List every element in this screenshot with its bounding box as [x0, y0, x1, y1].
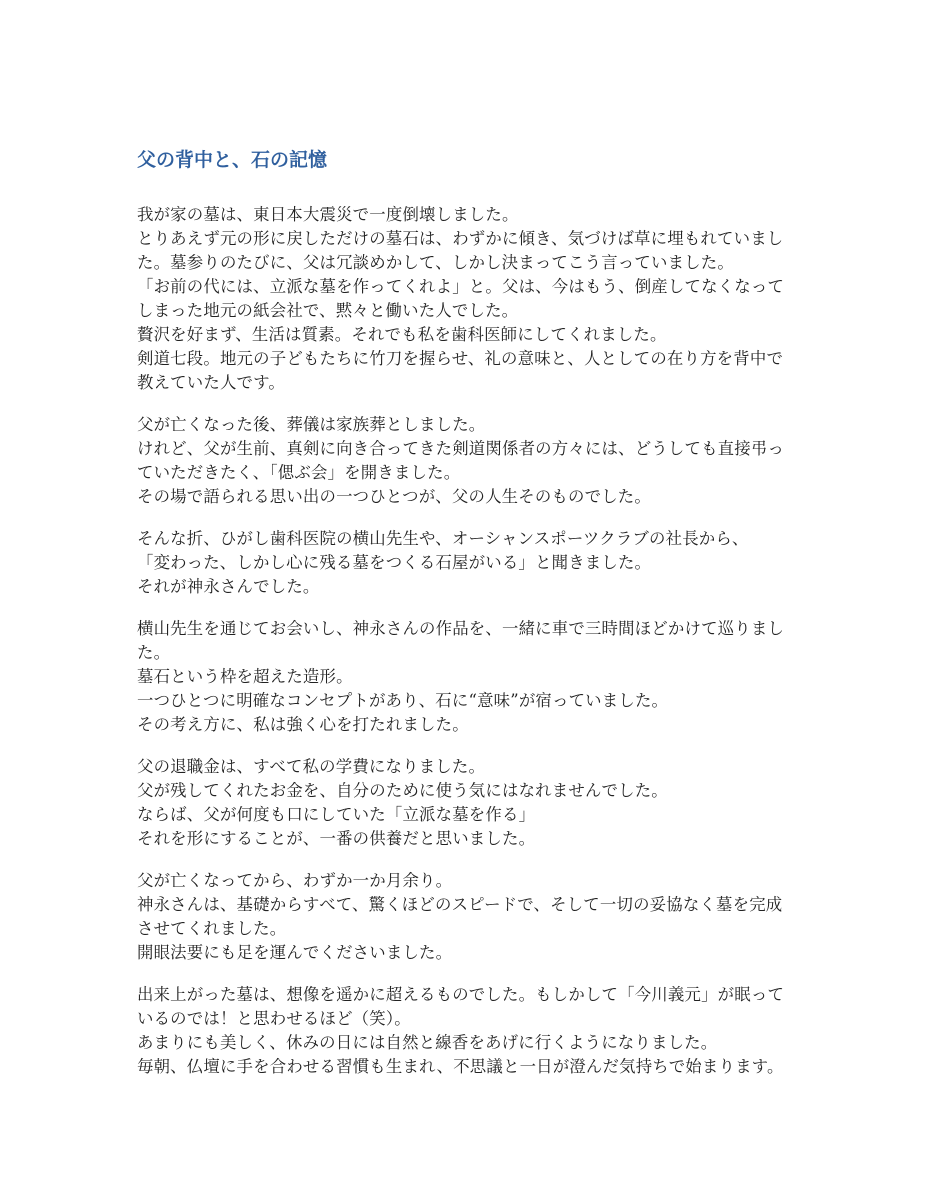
paragraph [137, 869, 797, 965]
text-line: その考え方に、私は強く心を打たれました。 [137, 715, 469, 734]
text-line: 一つひとつに明確なコンセプトがあり、石に“意味”が宿っていました。 [137, 691, 669, 710]
text-line: 墓石という枠を超えた造形。 [137, 667, 353, 686]
text-line: 父の退職金は、すべて私の学費になりました。 [137, 757, 486, 776]
text-line: ならば、父が何度も口にしていた「立派な墓を作る」 [137, 805, 536, 824]
text-line: 父が亡くなってから、わずか一か月余り。 [137, 871, 453, 890]
text-line: 父が残してくれたお金を、自分のために使う気にはなれませんでした。 [137, 781, 668, 800]
text-line: 開眼法要にも足を運んでくださいました。 [137, 943, 453, 962]
paragraph [137, 617, 797, 737]
text-line: 横山先生を通じてお会いし、神永さんの作品を、一緒に車で三時間ほどかけて巡りまし [137, 619, 785, 638]
text-line: 「変わった、しかし心に残る墓をつくる石屋がいる」と聞きました。 [137, 553, 652, 572]
text-line: 剣道七段。地元の子どもたちに竹刀を握らせ、礼の意味と、人としての在り方を背中で [137, 349, 784, 368]
text-line: 父が亡くなった後、葬儀は家族葬としました。 [137, 415, 486, 434]
text-line: させてくれました。 [137, 919, 287, 938]
paragraph [137, 755, 797, 851]
text-line: 毎朝、仏壇に手を合わせる習慣も生まれ、不思議と一日が澄んだ気持ちで始まります。 [137, 1057, 784, 1076]
document-body [137, 203, 797, 1079]
paragraph [137, 413, 797, 509]
text-line: けれど、父が生前、真剣に向き合ってきた剣道関係者の方々には、どうしても直接弔っ [137, 439, 785, 458]
paragraph [137, 203, 797, 395]
text-line: とりあえず元の形に戻しただけの墓石は、わずかに傾き、気づけば草に埋もれていまし [137, 229, 784, 248]
text-line: 贅沢を好まず、生活は質素。それでも私を歯科医師にしてくれました。 [137, 325, 667, 344]
text-line: た。墓参りのたびに、父は冗談めかして、しかし決まってこう言っていました。 [137, 253, 734, 272]
text-line: 教えていた人です。 [137, 373, 286, 392]
text-line: ていただきたく、「偲ぶ会」を開きました。 [137, 463, 461, 482]
text-line: 我が家の墓は、東日本大震災で一度倒壊しました。 [137, 205, 519, 224]
text-line: それが神永さんでした。 [137, 577, 320, 596]
text-line: 「お前の代には、立派な墓を作ってくれよ」と。父は、今はもう、倒産してなくなって [137, 277, 785, 296]
text-line: しまった地元の紙会社で、黙々と働いた人でした。 [137, 301, 519, 320]
text-line: あまりにも美しく、休みの日には自然と線香をあげに行くようになりました。 [137, 1033, 718, 1052]
text-line: そんな折、ひがし歯科医院の横山先生や、オーシャンスポーツクラブの社長から、 [137, 529, 749, 548]
paragraph [137, 527, 797, 599]
document-title: 父の背中と、石の記憶 [137, 149, 328, 171]
text-line: 出来上がった墓は、想像を遥かに超えるものでした。もしかして「今川義元」が眠って [137, 985, 785, 1004]
text-line: その場で語られる思い出の一つひとつが、父の人生そのものでした。 [137, 487, 651, 506]
text-line: いるのでは！と思わせるほど（笑）。 [137, 1009, 411, 1028]
text-line: た。 [137, 643, 171, 662]
paragraph [137, 983, 797, 1079]
document-page [137, 146, 797, 1097]
text-line: 神永さんは、基礎からすべて、驚くほどのスピードで、そして一切の妥協なく墓を完成 [137, 895, 783, 914]
text-line: それを形にすることが、一番の供養だと思いました。 [137, 829, 536, 848]
